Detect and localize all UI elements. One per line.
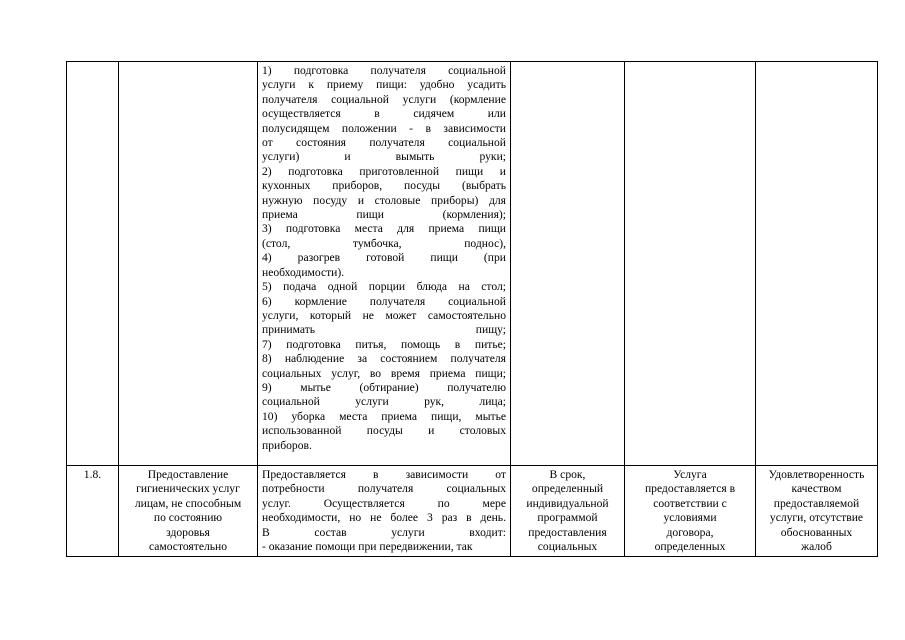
cell-service-term	[511, 466, 625, 557]
cell-service-term	[511, 62, 625, 466]
text-line: 8) наблюдение за состоянием получателя	[262, 352, 506, 366]
text-line: определенный	[531, 482, 604, 496]
text-line: В состав услуги входит:	[262, 525, 506, 539]
cell-number	[67, 466, 119, 557]
text-line: 10) уборка места приема пищи, мытье	[262, 409, 506, 423]
service-name-text	[123, 468, 253, 554]
table-row-continuation	[67, 62, 878, 466]
text-line: договора,	[666, 525, 714, 539]
text-line: Предоставляется в зависимости от	[262, 468, 506, 481]
text-line: приема пищи (кормления);	[262, 208, 506, 222]
text-line: потребности получателя социальных	[262, 482, 506, 496]
text-line: необходимости, но не более 3 раз в день.	[262, 511, 506, 525]
text-line: принимать пищу;	[262, 323, 506, 337]
cell-service-conditions	[625, 62, 756, 466]
text-line: жалоб	[801, 540, 832, 554]
text-line: 4) разогрев готовой пищи (при	[262, 251, 506, 265]
text-line: социальных	[537, 540, 598, 554]
cell-service-name	[119, 62, 258, 466]
conditions-text	[629, 468, 751, 554]
description-text	[262, 64, 506, 453]
text-line: самостоятельно	[148, 540, 228, 554]
cell-service-name	[119, 466, 258, 557]
text-line: кухонных приборов, посуды (выбрать	[262, 179, 506, 193]
text-line: 9) мытье (обтирание) получателю	[262, 380, 506, 394]
text-line: определенных	[654, 540, 726, 554]
text-line: услуги) и вымыть руки;	[262, 150, 506, 164]
text-line: предоставляемой	[773, 496, 860, 510]
text-line: по состоянию	[153, 511, 223, 525]
text-line: 5) подача одной порции блюда на стол;	[262, 280, 506, 294]
text-line: программой	[537, 511, 598, 525]
cell-service-description	[258, 62, 511, 466]
text-line: от состояния получателя социальной	[262, 136, 506, 150]
cell-service-description	[258, 466, 511, 557]
text-line: услуги, который не может самостоятельно	[262, 308, 506, 322]
text-line: приборов.	[262, 438, 312, 452]
description-text	[262, 468, 506, 554]
text-line: услуги к приему пищи: удобно усадить	[262, 78, 506, 92]
text-line: 2) подготовка приготовленной пищи и	[262, 164, 506, 178]
text-line: качеством	[791, 482, 842, 496]
text-line: предоставления	[528, 525, 607, 539]
text-line: Предоставление	[147, 468, 229, 481]
text-line: необходимости).	[262, 265, 345, 279]
services-table	[66, 61, 878, 557]
text-line: Услуга	[673, 468, 707, 481]
text-line: услуги, отсутствие	[769, 511, 864, 525]
text-line: социальных услуг, во время приема пищи;	[262, 366, 506, 380]
text-line: (стол, тумбочка, поднос),	[262, 236, 506, 250]
text-line: осуществляется в сидячем или	[262, 107, 506, 121]
text-line: условиями	[663, 511, 717, 525]
text-line: 7) подготовка питья, помощь в питье;	[262, 337, 506, 351]
text-line: В срок,	[549, 468, 586, 481]
row-number: 1.8.	[83, 468, 102, 481]
cell-service-quality	[756, 466, 878, 557]
quality-text	[760, 468, 873, 554]
cell-number	[67, 62, 119, 466]
text-line: здоровья	[166, 525, 210, 539]
text-line: 6) кормление получателя социальной	[262, 294, 506, 308]
text-line: социальной услуги рук, лица;	[262, 395, 506, 409]
text-line: предоставляется в	[644, 482, 736, 496]
term-text	[515, 468, 620, 554]
text-line: использованной посуды и столовых	[262, 424, 506, 438]
text-line: Удовлетворенность	[768, 468, 865, 481]
text-line: - оказание помощи при передвижении, так	[262, 540, 473, 554]
text-line: лицам, не способным	[134, 496, 242, 510]
text-line: 3) подготовка места для приема пищи	[262, 222, 506, 236]
text-line: обоснованных	[780, 525, 853, 539]
cell-service-quality	[756, 62, 878, 466]
text-line: соответствии с	[653, 496, 727, 510]
text-line: гигиенических услуг	[136, 482, 240, 496]
table-row-1-8	[67, 466, 878, 557]
text-line: 1) подготовка получателя социальной	[262, 64, 506, 77]
text-line: получателя социальной услуги (кормление	[262, 92, 506, 106]
text-line: полусидящем положении - в зависимости	[262, 121, 506, 135]
text-line: индивидуальной	[526, 496, 609, 510]
text-line: нужную посуду и столовые приборы) для	[262, 193, 506, 207]
cell-service-conditions	[625, 466, 756, 557]
text-line: услуг. Осуществляется по мере	[262, 496, 506, 510]
